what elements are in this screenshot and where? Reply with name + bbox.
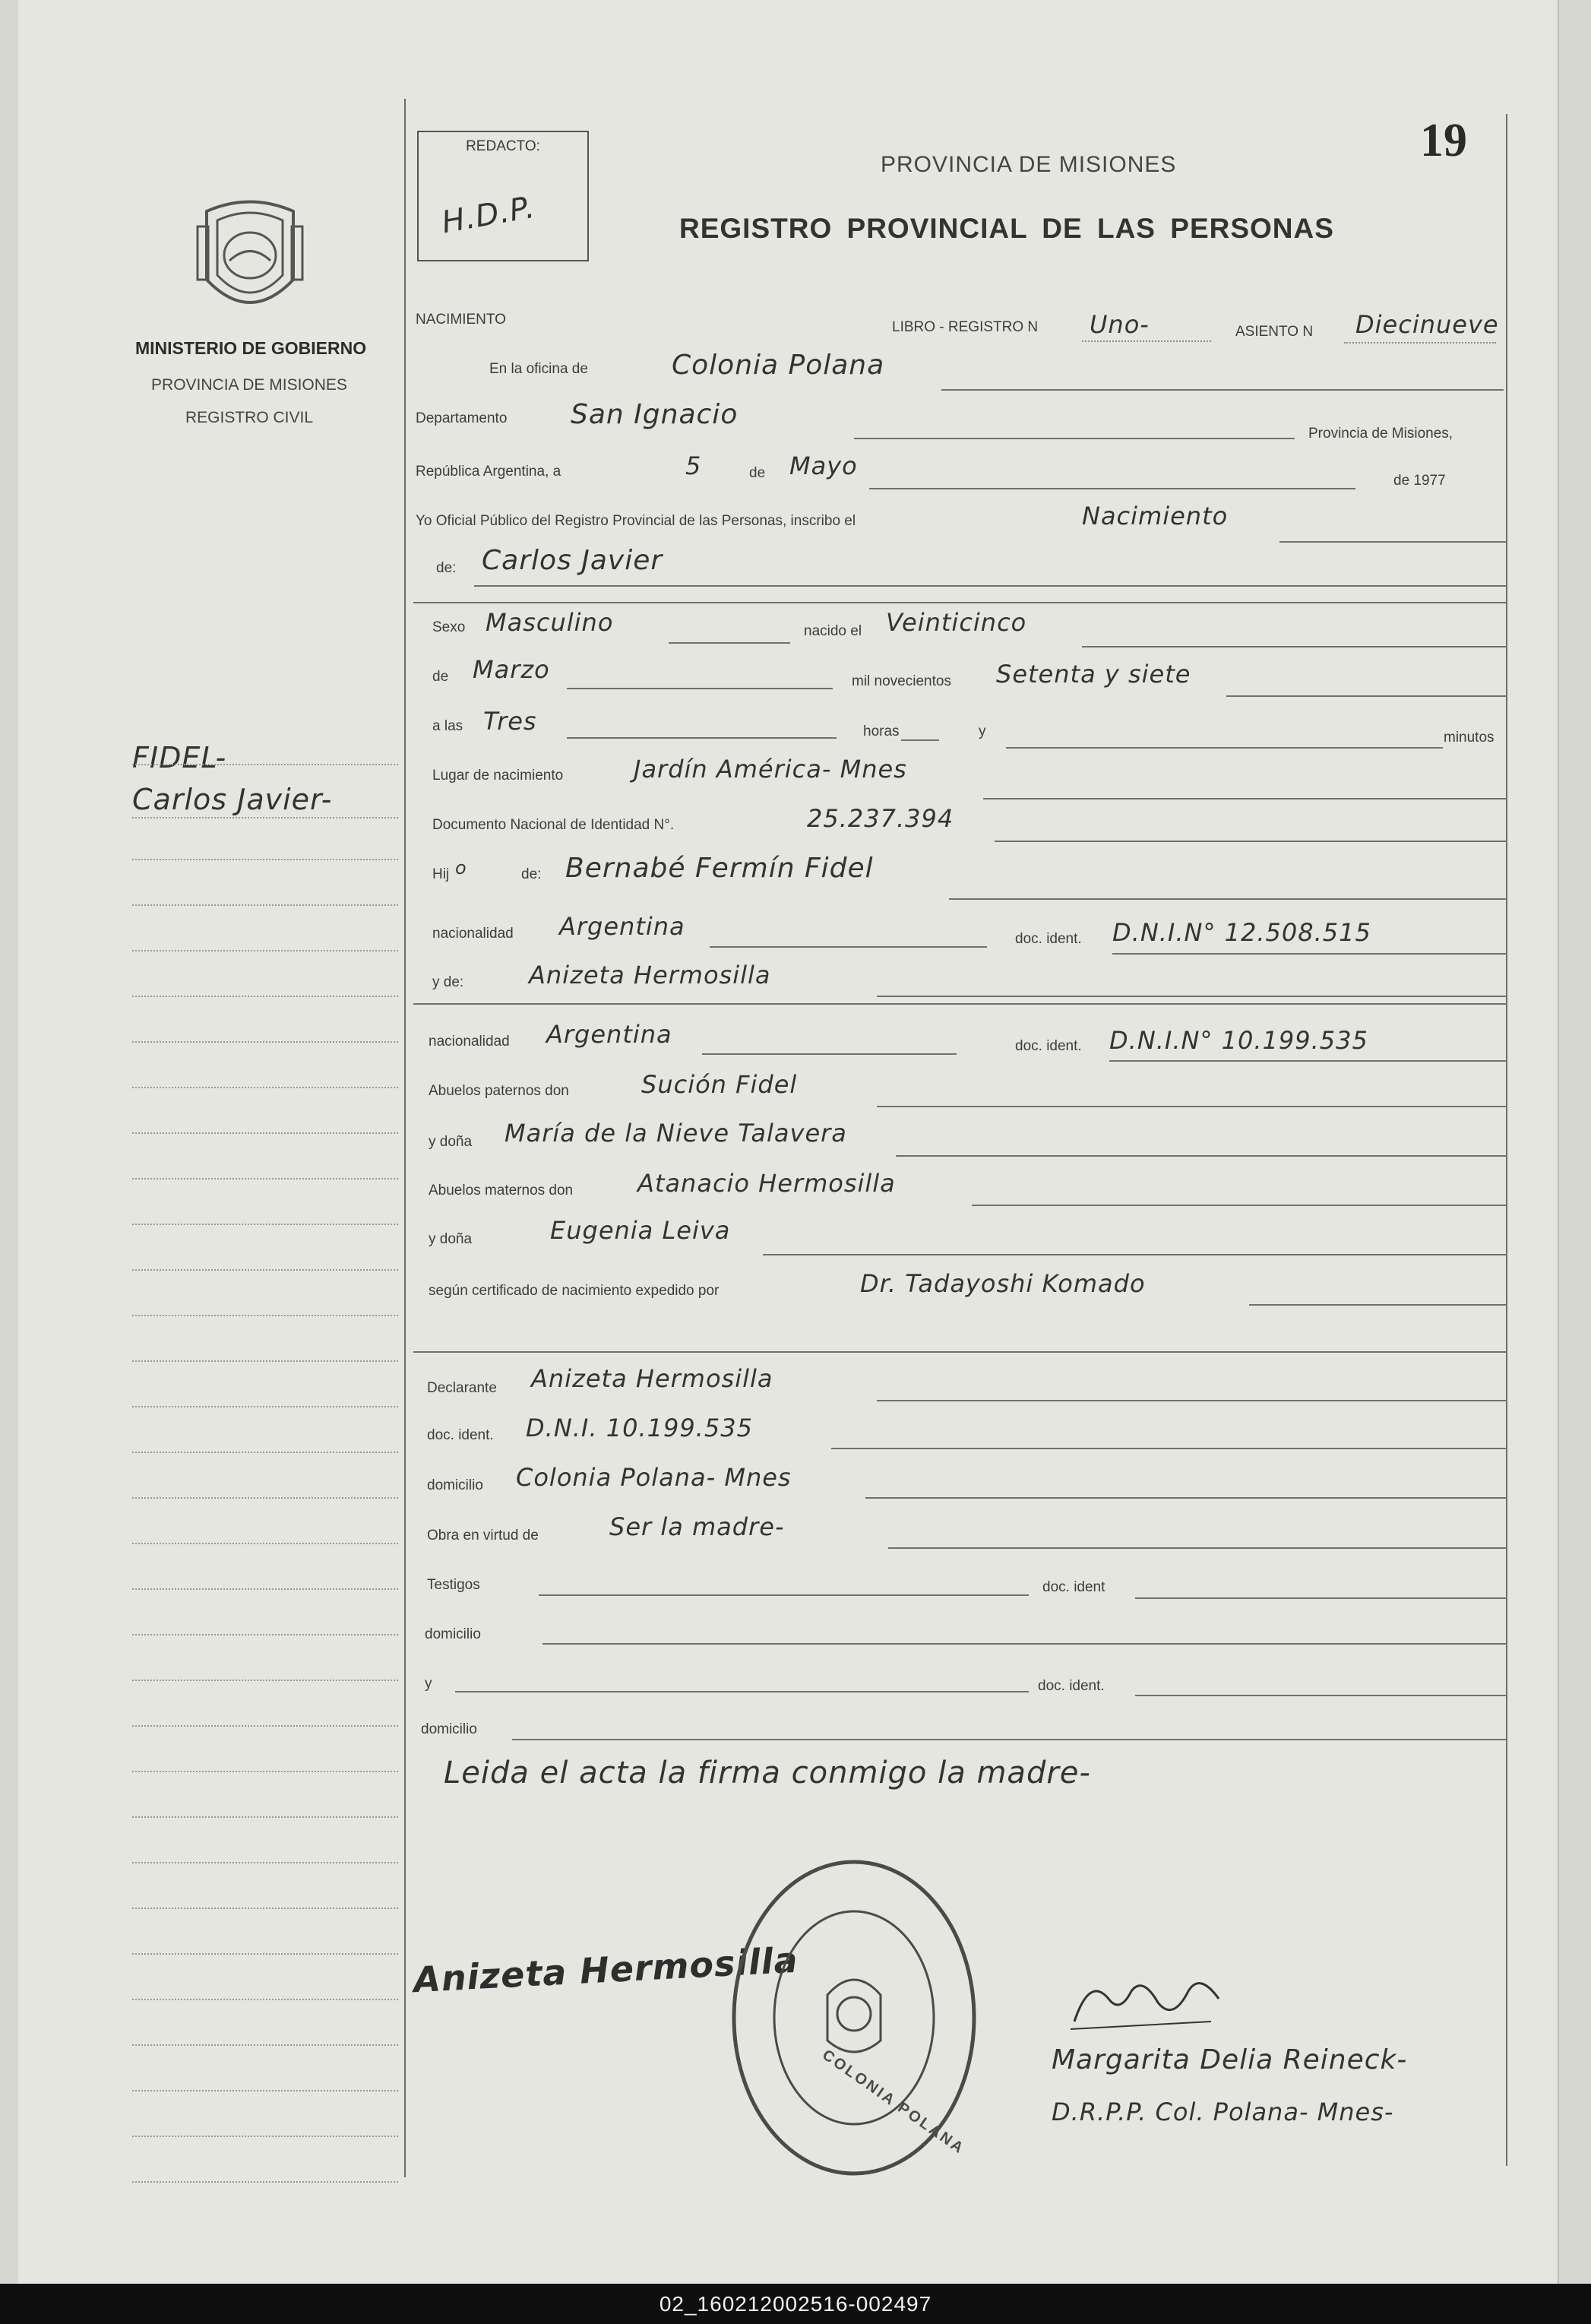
dni-value: 25.237.394 xyxy=(807,804,954,833)
libro-label: LIBRO - REGISTRO N xyxy=(892,319,1039,335)
oficial-label: Yo Oficial Público del Registro Provincial de las Personas, inscribo el xyxy=(416,513,856,529)
closing-note: Leida el acta la firma conmigo la madre- xyxy=(444,1756,1091,1790)
y-dona2-label: y doña xyxy=(429,1231,473,1247)
provincia-label: Provincia de Misiones, xyxy=(1308,426,1453,442)
oficina-label: En la oficina de xyxy=(489,361,588,377)
margin-rule xyxy=(132,1132,398,1134)
padre-rule xyxy=(949,898,1507,900)
doc-padre-label: doc. ident. xyxy=(1015,931,1082,947)
section-divider-2 xyxy=(413,1351,1507,1353)
domicilio3-rule xyxy=(512,1739,1507,1740)
hijo-suffix: o xyxy=(455,857,467,879)
libro-rule xyxy=(1082,340,1211,342)
horas-label: horas xyxy=(863,723,900,739)
margin-rule xyxy=(132,1953,398,1955)
republica-label: República Argentina, a xyxy=(416,464,561,480)
section-divider-1 xyxy=(413,1003,1507,1005)
nacimiento-label: NACIMIENTO xyxy=(416,312,506,328)
mes-nac-rule xyxy=(567,688,833,689)
abuelos-mat-label: Abuelos maternos don xyxy=(429,1183,574,1198)
frame-right-line xyxy=(1506,114,1507,2166)
declarante-label: Declarante xyxy=(427,1380,497,1396)
departamento-label: Departamento xyxy=(416,410,508,426)
margin-rule xyxy=(132,1816,398,1818)
departamento-value: San Ignacio xyxy=(571,399,739,430)
margin-rule xyxy=(132,1087,398,1088)
margin-note-name: Carlos Javier- xyxy=(132,783,333,816)
margin-rule xyxy=(132,1360,398,1362)
minutos-rule xyxy=(1006,747,1443,749)
anio-nac-rule xyxy=(1226,695,1507,697)
dia-value: 5 xyxy=(685,451,702,480)
margin-rule xyxy=(132,1725,398,1727)
official-signature-icon xyxy=(1067,1968,1234,2037)
lugar-label: Lugar de nacimiento xyxy=(432,768,564,784)
ministry-label: MINISTERIO DE GOBIERNO xyxy=(135,338,367,358)
mil-label: mil novecientos xyxy=(852,673,951,689)
margin-rule xyxy=(132,2044,398,2046)
y-minutos-label: y xyxy=(979,723,986,739)
nac-madre-label: nacionalidad xyxy=(429,1034,510,1050)
abuelo-pat-rule xyxy=(877,1106,1507,1107)
nac-madre-value: Argentina xyxy=(546,1020,672,1049)
abuela-pat-value: María de la Nieve Talavera xyxy=(505,1119,847,1148)
redacto-label: REDACTO: xyxy=(466,138,540,154)
de-label: de xyxy=(749,465,766,481)
y-de-label: y de: xyxy=(432,974,464,990)
left-signature: Anizeta Hermosilla xyxy=(412,1939,799,2001)
margin-rule xyxy=(132,1634,398,1635)
libro-value: Uno- xyxy=(1090,310,1150,339)
abuelos-pat-label: Abuelos paternos don xyxy=(429,1083,569,1099)
nombre-label: de: xyxy=(436,560,457,576)
nombre-value: Carlos Javier xyxy=(482,545,663,576)
abuelo-mat-rule xyxy=(972,1205,1507,1206)
margin-rule xyxy=(132,1999,398,2000)
margin-rule xyxy=(132,950,398,951)
nacido-rule xyxy=(1082,646,1507,647)
fecha-rule xyxy=(869,488,1355,489)
dni-rule xyxy=(995,841,1507,842)
y-testigo-rule xyxy=(455,1691,1029,1692)
header-title: REGISTRO PROVINCIAL DE LAS PERSONAS xyxy=(679,213,1334,244)
mes-value: Mayo xyxy=(789,451,858,480)
acto-rule xyxy=(1279,541,1507,543)
nacido-label: nacido el xyxy=(804,623,862,639)
obra-rule xyxy=(888,1547,1507,1549)
margin-rule xyxy=(132,1041,398,1043)
province-label: PROVINCIA DE MISIONES xyxy=(151,376,347,394)
margin-rule xyxy=(132,1406,398,1407)
domicilio2-rule xyxy=(542,1643,1507,1645)
coat-of-arms-icon xyxy=(191,196,308,325)
margin-rule xyxy=(132,1452,398,1453)
margin-rule xyxy=(132,1543,398,1544)
margin-rule xyxy=(132,1771,398,1772)
certificado-value: Dr. Tadayoshi Komado xyxy=(860,1269,1146,1298)
abuela-mat-rule xyxy=(763,1254,1507,1255)
doc2-rule xyxy=(1135,1695,1507,1696)
testigos-doc-rule xyxy=(1135,1597,1507,1599)
doc-madre-label: doc. ident. xyxy=(1015,1038,1082,1054)
margin-rule xyxy=(132,1862,398,1863)
frame-left-line xyxy=(404,99,406,2177)
registry-office-label: REGISTRO CIVIL xyxy=(185,409,314,426)
sexo-label: Sexo xyxy=(432,619,466,635)
nombre-rule xyxy=(474,585,1507,587)
page-number: 19 xyxy=(1420,115,1467,166)
margin-rule xyxy=(132,1908,398,1909)
sexo-rule xyxy=(669,642,790,644)
doc2-label: doc. ident. xyxy=(1038,1678,1105,1694)
anio-label: de 1977 xyxy=(1393,473,1446,489)
anio-nac-value: Setenta y siete xyxy=(996,660,1191,689)
doc-madre-value: D.N.I.N° 10.199.535 xyxy=(1109,1026,1368,1055)
oficina-rule xyxy=(941,389,1504,391)
official-name: Margarita Delia Reineck- xyxy=(1052,2044,1408,2075)
header-province: PROVINCIA DE MISIONES xyxy=(881,152,1177,177)
footer-bar xyxy=(0,2284,1591,2324)
mes-nac-value: Marzo xyxy=(473,655,550,684)
lugar-value: Jardín América- Mnes xyxy=(634,755,907,784)
margin-rule xyxy=(132,1224,398,1225)
nac-padre-value: Argentina xyxy=(559,912,685,941)
margin-rule xyxy=(132,904,398,906)
declarante-doc-rule xyxy=(831,1448,1507,1449)
abuelo-mat-value: Atanacio Hermosilla xyxy=(637,1169,896,1198)
domicilio2-label: domicilio xyxy=(425,1626,481,1642)
doc-madre-rule xyxy=(1109,1060,1507,1062)
dni-label: Documento Nacional de Identidad N°. xyxy=(432,817,675,833)
margin-rule xyxy=(132,764,398,765)
abuela-pat-rule xyxy=(896,1155,1507,1157)
margin-rule xyxy=(132,859,398,860)
margin-rule xyxy=(132,1178,398,1179)
certificado-rule xyxy=(1249,1304,1507,1306)
lugar-rule xyxy=(983,798,1507,799)
obra-value: Ser la madre- xyxy=(609,1512,785,1541)
abuela-mat-value: Eugenia Leiva xyxy=(550,1216,731,1245)
nac-madre-rule xyxy=(702,1053,957,1055)
horas-rule xyxy=(567,737,837,739)
declarante-rule xyxy=(877,1400,1507,1401)
acto-value: Nacimiento xyxy=(1082,502,1229,530)
padre-value: Bernabé Fermín Fidel xyxy=(565,853,874,884)
seal-inner-text: COLONIA POLANA xyxy=(819,2046,968,2158)
declarante-domicilio-rule xyxy=(865,1497,1507,1499)
file-id-label: 02_160212002516-002497 xyxy=(659,2291,932,2316)
margin-rule xyxy=(132,1315,398,1316)
declarante-domicilio-value: Colonia Polana- Mnes xyxy=(516,1463,792,1492)
a-las-label: a las xyxy=(432,718,463,734)
redacto-box xyxy=(417,131,589,261)
doc-padre-value: D.N.I.N° 12.508.515 xyxy=(1112,918,1371,947)
margin-rule xyxy=(132,1680,398,1681)
asiento-value: Diecinueve xyxy=(1355,310,1499,339)
nac-padre-label: nacionalidad xyxy=(432,926,514,942)
margin-note-surname: FIDEL- xyxy=(132,741,227,774)
de-mes-label: de xyxy=(432,669,449,685)
domicilio3-label: domicilio xyxy=(421,1721,477,1737)
minutos-label: minutos xyxy=(1444,730,1495,746)
y-testigo-label: y xyxy=(425,1676,432,1692)
margin-rule xyxy=(132,2090,398,2091)
asiento-rule xyxy=(1344,342,1496,344)
testigos-label: Testigos xyxy=(427,1577,480,1593)
asiento-label: ASIENTO N xyxy=(1235,324,1314,340)
declarante-doc-value: D.N.I. 10.199.535 xyxy=(526,1414,753,1442)
margin-rule xyxy=(132,2181,398,2183)
y-dona-label: y doña xyxy=(429,1134,473,1150)
doc-padre-rule xyxy=(1112,953,1507,955)
horas-num-rule xyxy=(901,739,939,741)
official-title: D.R.P.P. Col. Polana- Mnes- xyxy=(1052,2098,1394,2126)
seal-outer-text xyxy=(721,2187,987,2196)
hijo-label: Hij xyxy=(432,866,450,882)
nac-padre-rule xyxy=(710,946,987,948)
horas-value: Tres xyxy=(483,707,537,736)
redacto-initials: H.D.P. xyxy=(438,189,538,241)
obra-label: Obra en virtud de xyxy=(427,1528,539,1544)
nombre-rule-2 xyxy=(413,602,1507,603)
declarante-doc-label: doc. ident. xyxy=(427,1427,494,1443)
abuelo-pat-value: Sución Fidel xyxy=(641,1070,798,1099)
testigos-doc-label: doc. ident xyxy=(1042,1579,1105,1595)
madre-value: Anizeta Hermosilla xyxy=(529,961,771,989)
certificado-label: según certificado de nacimiento expedido por xyxy=(429,1283,720,1299)
testigos-rule xyxy=(539,1594,1029,1596)
hijo-de-label: de: xyxy=(521,866,542,882)
nacido-value: Veinticinco xyxy=(886,608,1027,637)
margin-rule xyxy=(132,1588,398,1590)
margin-rule xyxy=(132,817,398,818)
margin-rule xyxy=(132,1269,398,1271)
madre-rule xyxy=(877,996,1507,997)
declarante-domicilio-label: domicilio xyxy=(427,1477,483,1493)
margin-rule xyxy=(132,996,398,997)
document-sheet xyxy=(18,0,1559,2284)
declarante-value: Anizeta Hermosilla xyxy=(531,1364,773,1393)
departamento-rule xyxy=(854,438,1295,439)
oficina-value: Colonia Polana xyxy=(672,350,885,381)
sexo-value: Masculino xyxy=(486,608,614,637)
margin-rule xyxy=(132,2136,398,2137)
margin-rule xyxy=(132,1497,398,1499)
